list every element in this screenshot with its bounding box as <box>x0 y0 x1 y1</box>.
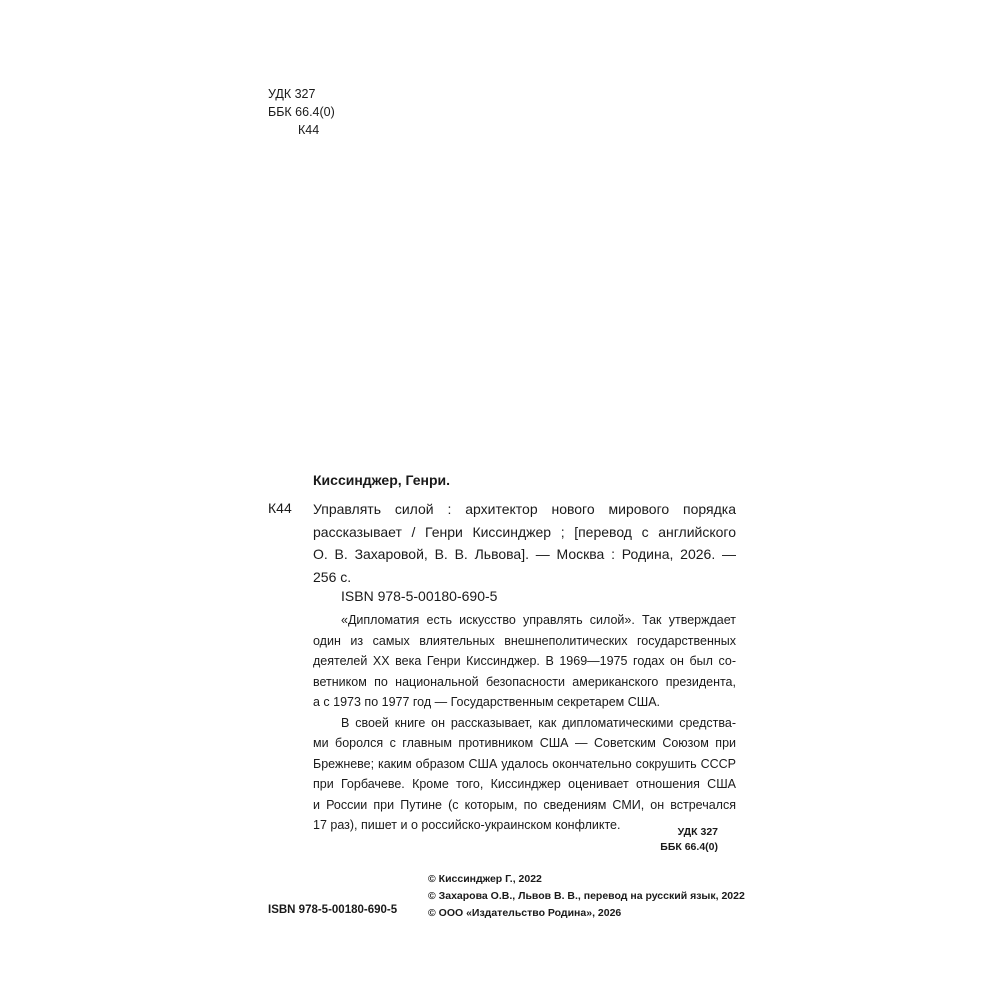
annotation <box>313 610 736 836</box>
classification-codes-bottom <box>620 825 718 855</box>
isbn-main: ISBN 978-5-00180-690-5 <box>341 588 498 604</box>
annotation-line: «Дипломатия есть искусство управлять силой». Так утверждает <box>341 613 736 627</box>
annotation-line: один из самых влиятельных внешнеполитических государственных <box>313 633 736 648</box>
annotation-line: при Горбачеве. Кроме того, Киссинджер оценивает отношения США <box>313 777 736 791</box>
annotation-line: Брежневе; каким образом США удалось окончательно сокрушить СССР <box>313 756 736 771</box>
biblio-line: О. В. Захаровой, В. В. Львова]. — Москва : Родина, 2026. — <box>313 546 736 562</box>
author-heading: Киссинджер, Генри. <box>313 472 451 488</box>
annotation-line: а с 1973 по 1977 год — Государственным секретарем США. <box>313 695 661 709</box>
annotation-line: 17 раз), пишет и о российско-украинском конфликте. <box>313 818 621 832</box>
udk-code: УДК 327 <box>268 87 316 101</box>
annotation-line: В своей книге он рассказывает, как дипломатическими средства- <box>341 715 736 730</box>
bibliographic-description <box>313 498 736 588</box>
biblio-line: Управлять силой : архитектор нового мирового порядка <box>313 501 736 517</box>
isbn-bottom: ISBN 978-5-00180-690-5 <box>268 904 398 916</box>
copyright-line: © ООО «Издательство Родина», 2026 <box>428 907 622 919</box>
bbk-code-bottom: ББК 66.4(0) <box>660 841 718 853</box>
annotation-line: ветником по национальной безопасности американского президента, <box>313 674 736 689</box>
classification-codes-top <box>268 85 335 139</box>
annotation-line: деятелей XX века Генри Киссинджер. В 1969—1975 годах он был со- <box>313 654 736 668</box>
annotation-line: и России при Путине (с которым, по сведениям СМИ, он встречался <box>313 797 736 812</box>
copyright-line: © Захарова О.В., Львов В. В., перевод на русский язык, 2022 <box>428 890 745 902</box>
bbk-code: ББК 66.4(0) <box>268 105 335 119</box>
author-mark: К44 <box>298 123 320 137</box>
copyright-block <box>428 871 745 922</box>
udk-code-bottom: УДК 327 <box>677 826 718 838</box>
copyright-line: © Киссинджер Г., 2022 <box>428 873 542 885</box>
biblio-line: рассказывает / Генри Киссинджер ; [перевод с английского <box>313 523 736 540</box>
biblio-line: 256 с. <box>313 568 352 585</box>
author-mark-side: К44 <box>268 500 292 516</box>
annotation-line: ми боролся с главным противником США — Советским Союзом при <box>313 736 736 750</box>
